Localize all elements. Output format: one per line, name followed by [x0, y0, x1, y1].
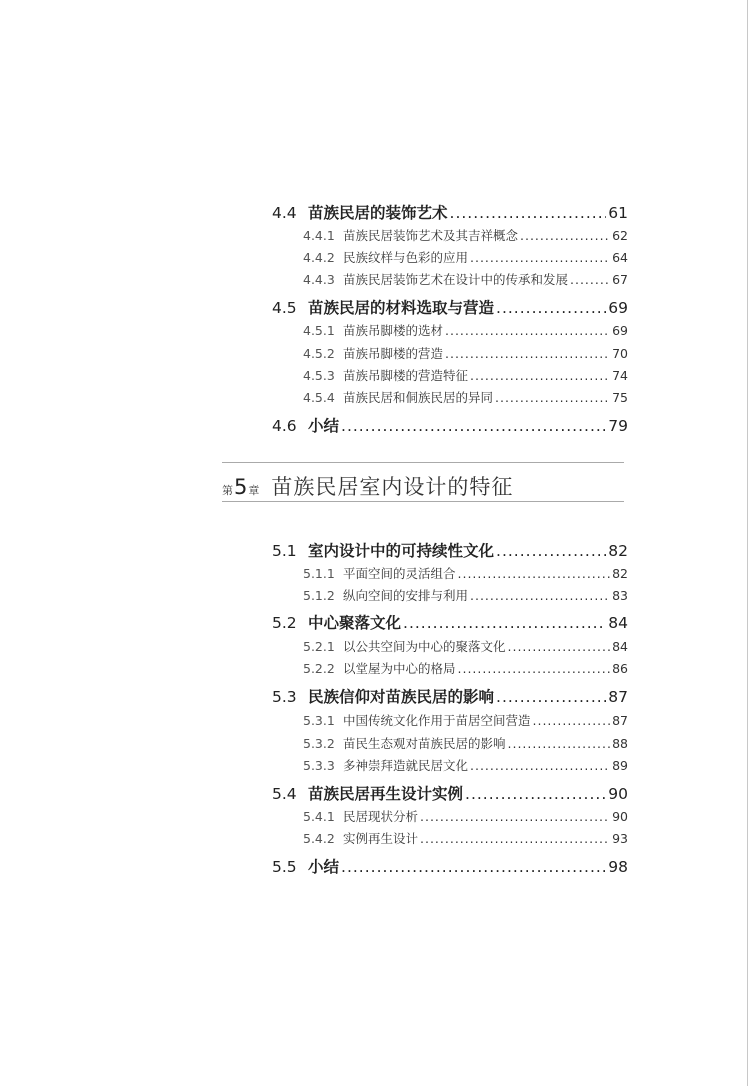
dot-leader — [403, 614, 606, 632]
dot-leader — [420, 809, 610, 824]
page-number: 82 — [608, 542, 628, 560]
subsection-number: 5.3.2 — [303, 736, 335, 751]
toc-subsection[interactable] — [303, 564, 628, 582]
subsection-number: 5.4.1 — [303, 809, 335, 824]
toc-subsection[interactable] — [303, 637, 628, 655]
subsection-title: 苗族吊脚楼的营造 — [343, 346, 444, 361]
page-number: 67 — [612, 272, 628, 287]
page-number: 82 — [612, 566, 628, 581]
page-number: 98 — [608, 858, 628, 876]
subsection-title: 苗民生态观对苗族民居的影响 — [343, 736, 506, 751]
chapter-title: 苗族民居室内设计的特征 — [271, 475, 514, 499]
page-number: 62 — [612, 228, 628, 243]
toc-subsection[interactable] — [303, 586, 628, 604]
page-number: 89 — [612, 758, 628, 773]
dot-leader — [420, 831, 610, 846]
subsection-number: 5.2.1 — [303, 639, 335, 654]
toc-section[interactable] — [272, 855, 628, 877]
section-number: 4.5 — [272, 299, 297, 317]
toc-subsection[interactable] — [303, 388, 628, 406]
dot-leader — [508, 639, 611, 654]
chapter-rule-bottom — [222, 501, 624, 502]
chapter-rule-top — [222, 462, 624, 463]
page-number: 79 — [608, 417, 628, 435]
section-number: 5.5 — [272, 858, 297, 876]
dot-leader — [495, 390, 610, 405]
subsection-number: 5.3.3 — [303, 758, 335, 773]
subsection-title: 中国传统文化作用于苗居空间营造 — [343, 713, 531, 728]
section-title: 苗族民居的装饰艺术 — [308, 204, 448, 222]
section-number: 5.4 — [272, 785, 297, 803]
toc-subsection[interactable] — [303, 659, 628, 677]
toc-subsection[interactable] — [303, 829, 628, 847]
dot-leader — [458, 661, 611, 676]
subsection-title: 多神崇拜造就民居文化 — [343, 758, 469, 773]
dot-leader — [458, 566, 611, 581]
subsection-title: 苗族民居装饰艺术及其吉祥概念 — [343, 228, 519, 243]
toc-subsection[interactable] — [303, 248, 628, 266]
dot-leader — [570, 272, 610, 287]
toc-subsection[interactable] — [303, 226, 628, 244]
dot-leader — [341, 417, 606, 435]
page-number: 69 — [608, 299, 628, 317]
toc-subsection[interactable] — [303, 734, 628, 752]
toc-subsection[interactable] — [303, 270, 628, 288]
subsection-title: 实例再生设计 — [343, 831, 419, 846]
dot-leader — [445, 323, 610, 338]
section-title: 小结 — [308, 417, 340, 435]
subsection-number: 5.4.2 — [303, 831, 335, 846]
page-number: 87 — [612, 713, 628, 728]
subsection-number: 5.1.2 — [303, 588, 335, 603]
subsection-number: 4.4.2 — [303, 250, 335, 265]
subsection-number: 5.3.1 — [303, 713, 335, 728]
subsection-title: 民族纹样与色彩的应用 — [343, 250, 469, 265]
toc-subsection[interactable] — [303, 321, 628, 339]
toc-section[interactable] — [272, 685, 628, 707]
chapter-prefix: 第 — [222, 484, 233, 497]
page-number: 84 — [612, 639, 628, 654]
page-number: 87 — [608, 688, 628, 706]
chapter-label — [222, 471, 513, 501]
toc-subsection[interactable] — [303, 711, 628, 729]
section-number: 4.6 — [272, 417, 297, 435]
toc-subsection[interactable] — [303, 807, 628, 825]
dot-leader — [470, 250, 610, 265]
subsection-number: 4.5.4 — [303, 390, 335, 405]
section-number: 4.4 — [272, 204, 297, 222]
toc-section[interactable] — [272, 296, 628, 318]
dot-leader — [341, 858, 606, 876]
subsection-number: 4.4.1 — [303, 228, 335, 243]
dot-leader — [533, 713, 611, 728]
section-title: 苗族民居再生设计实例 — [308, 785, 464, 803]
dot-leader — [496, 299, 606, 317]
page-number: 64 — [612, 250, 628, 265]
page-number: 90 — [612, 809, 628, 824]
subsection-number: 4.5.3 — [303, 368, 335, 383]
page-number: 75 — [612, 390, 628, 405]
section-number: 5.1 — [272, 542, 297, 560]
subsection-number: 4.4.3 — [303, 272, 335, 287]
section-number: 5.3 — [272, 688, 297, 706]
dot-leader — [470, 588, 610, 603]
page-number: 83 — [612, 588, 628, 603]
section-title: 民族信仰对苗族民居的影响 — [308, 688, 495, 706]
subsection-title: 苗族民居和侗族民居的异同 — [343, 390, 494, 405]
dot-leader — [496, 542, 606, 560]
toc-subsection[interactable] — [303, 756, 628, 774]
subsection-number: 5.2.2 — [303, 661, 335, 676]
page-number: 93 — [612, 831, 628, 846]
toc-section[interactable] — [272, 414, 628, 436]
dot-leader — [508, 736, 611, 751]
dot-leader — [470, 758, 610, 773]
page-number: 61 — [608, 204, 628, 222]
page-edge-line — [747, 0, 748, 1086]
subsection-number: 4.5.2 — [303, 346, 335, 361]
subsection-title: 苗族民居装饰艺术在设计中的传承和发展 — [343, 272, 569, 287]
subsection-title: 民居现状分析 — [343, 809, 419, 824]
page-number: 70 — [612, 346, 628, 361]
subsection-number: 5.1.1 — [303, 566, 335, 581]
page-number: 84 — [608, 614, 628, 632]
section-title: 苗族民居的材料选取与营造 — [308, 299, 495, 317]
subsection-title: 平面空间的灵活组合 — [343, 566, 456, 581]
page-number: 74 — [612, 368, 628, 383]
page-number: 88 — [612, 736, 628, 751]
section-title: 室内设计中的可持续性文化 — [308, 542, 495, 560]
subsection-title: 纵向空间的安排与利用 — [343, 588, 469, 603]
chapter-suffix: 章 — [248, 484, 260, 497]
dot-leader — [520, 228, 610, 243]
dot-leader — [450, 204, 607, 222]
page-number: 69 — [612, 323, 628, 338]
page-number: 90 — [608, 785, 628, 803]
dot-leader — [470, 368, 610, 383]
section-title: 小结 — [308, 858, 340, 876]
dot-leader — [465, 785, 606, 803]
dot-leader — [445, 346, 610, 361]
subsection-title: 以公共空间为中心的聚落文化 — [343, 639, 506, 654]
toc-section[interactable] — [272, 611, 628, 633]
subsection-title: 苗族吊脚楼的选材 — [343, 323, 444, 338]
toc-subsection[interactable] — [303, 344, 628, 362]
chapter-heading[interactable] — [222, 462, 624, 502]
toc-section[interactable] — [272, 539, 628, 561]
page-number: 86 — [612, 661, 628, 676]
subsection-title: 以堂屋为中心的格局 — [343, 661, 456, 676]
section-title: 中心聚落文化 — [308, 614, 402, 632]
toc-section[interactable] — [272, 201, 628, 223]
toc-section[interactable] — [272, 782, 628, 804]
toc-subsection[interactable] — [303, 366, 628, 384]
subsection-number: 4.5.1 — [303, 323, 335, 338]
chapter-number: 5 — [234, 475, 248, 499]
section-number: 5.2 — [272, 614, 297, 632]
dot-leader — [496, 688, 606, 706]
subsection-title: 苗族吊脚楼的营造特征 — [343, 368, 469, 383]
